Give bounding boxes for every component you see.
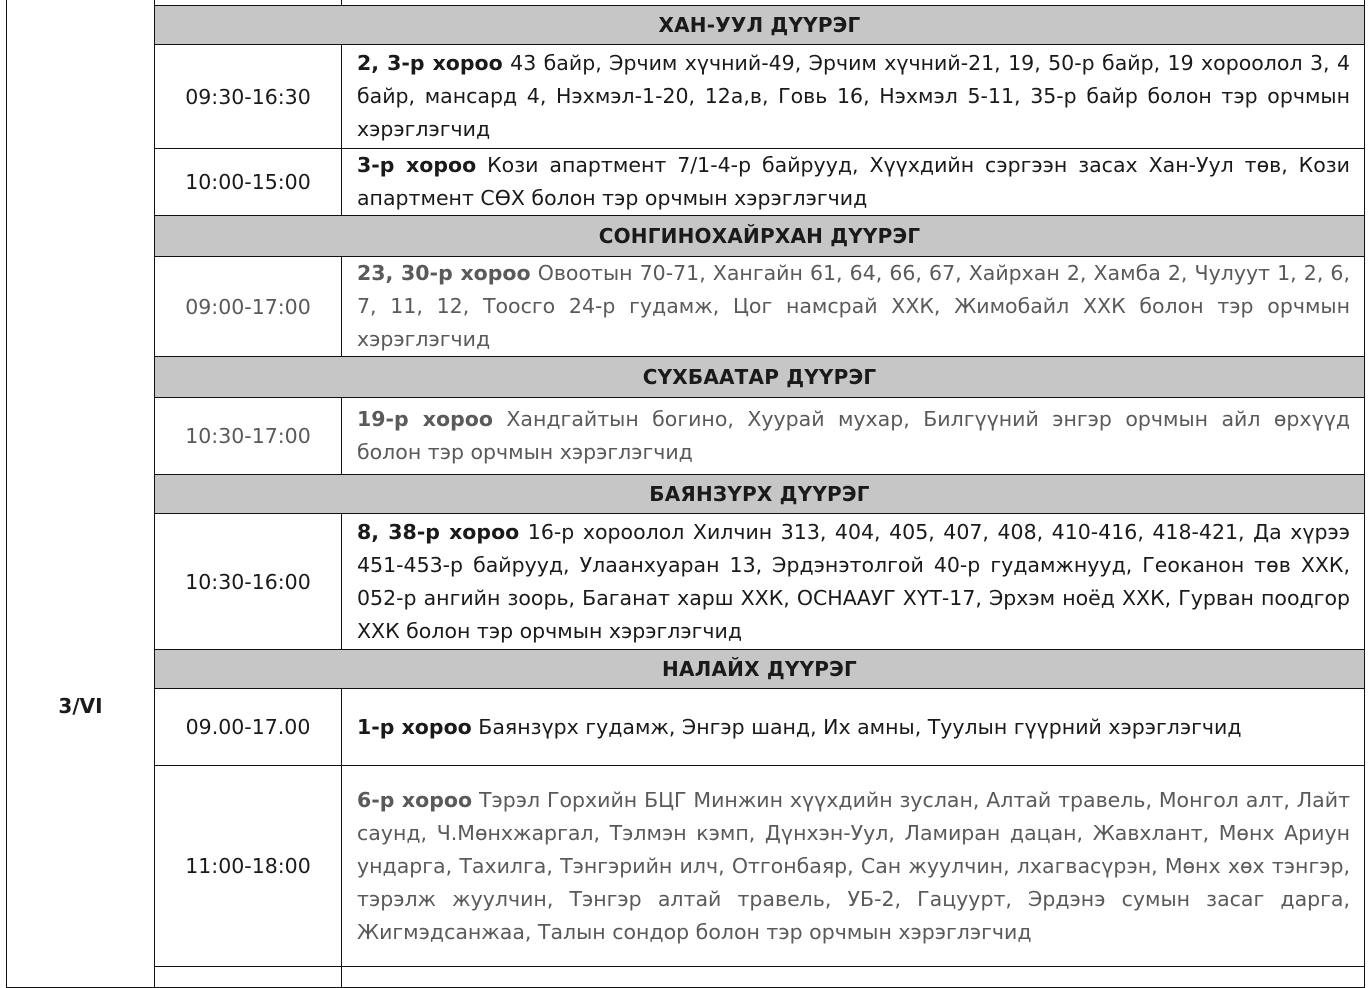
location-text: 16-р хороолол Хилчин 313, 404, 405, 407, 408, 410-416, 418-421, Да хүрээ 451-453-р байрууд, Улаанхуаран 13, Эрдэнэтолгой 40-р гудамжнууд, Геоканон төв ХХК, 052-р ангийн зоорь, Баганат харш ХХК, ОСНААУГ ХҮТ-17, Эрхэм ноёд ХХК, Гурван поодгор ХХК болон тэр орчмын хэрэглэгчид (357, 519, 1350, 643)
date-cell (7, 0, 155, 988)
time-range: 10:30-17:00 (185, 424, 311, 448)
time-range: 10:30-16:00 (185, 569, 311, 594)
district-header-row (7, 475, 1365, 514)
schedule-row (7, 149, 1365, 216)
time-range: 09:00-17:00 (185, 294, 311, 319)
schedule-row (7, 766, 1365, 967)
schedule-row (7, 689, 1365, 766)
district-header (155, 216, 1365, 257)
district-name: БАЯНЗҮРХ ДҮҮРЭГ (649, 482, 870, 506)
description-cell (342, 398, 1365, 475)
district-name: СҮХБААТАР ДҮҮРЭГ (642, 365, 877, 389)
district-header-row (7, 650, 1365, 689)
district-name: СОНГИНОХАЙРХАН ДҮҮРЭГ (598, 224, 921, 248)
khoroo-label: 6-р хороо (357, 787, 473, 812)
description-cell (342, 45, 1365, 149)
location-text: Овоотын 70-71, Хангайн 61, 64, 66, 67, Хайрхан 2, Хамба 2, Чулуут 1, 2, 6, 7, 11, 12, Тоосго 24-р гудамж, Цог намсрай ХХК, Жимобайл ХХК болон тэр орчмын хэрэглэгчид (357, 261, 1350, 351)
time-cell (155, 514, 342, 650)
district-header-row (7, 6, 1365, 45)
district-header-row (7, 216, 1365, 257)
district-header-row (7, 357, 1365, 398)
district-name: ХАН-УУЛ ДҮҮРЭГ (658, 13, 861, 37)
schedule-row (7, 257, 1365, 357)
desc-cell-fragment (342, 967, 1365, 988)
time-cell (155, 257, 342, 357)
date-label: 3/VI (58, 694, 103, 718)
description-cell (342, 689, 1365, 766)
khoroo-label: 19-р хороо (357, 407, 493, 431)
time-cell-fragment (155, 967, 342, 988)
time-range: 10:00-15:00 (185, 170, 311, 194)
description-cell (342, 514, 1365, 650)
time-range: 09:30-16:30 (185, 84, 311, 109)
time-cell (155, 45, 342, 149)
schedule-row (7, 398, 1365, 475)
time-cell (155, 689, 342, 766)
location-text: Кози апартмент 7/1-4-р байрууд, Хүүхдийн сэргээн засах Хан-Уул төв, Кози апартмент СӨХ болон тэр орчмын хэрэглэгчид (357, 153, 1351, 210)
location-text: Баянзүрх гудамж, Энгэр шанд, Их амны, Туулын гүүрний хэрэглэгчид (478, 714, 1242, 739)
location-text: Хандгайтын богино, Хуурай мухар, Билгүүний энгэр орчмын айл өрхүүд болон тэр орчмын хэрэглэгчид (357, 407, 1351, 464)
district-header (155, 357, 1365, 398)
time-cell (155, 149, 342, 216)
description-cell (342, 257, 1365, 357)
district-name: НАЛАЙХ ДҮҮРЭГ (662, 657, 857, 681)
time-range: 09.00-17.00 (185, 715, 311, 739)
location-text: Тэрэл Горхийн БЦГ Минжин хүүхдийн зуслан, Алтай травель, Монгол алт, Лайт саунд, Ч.Мөнхжаргал, Тэлмэн кэмп, Дүнхэн-Уул, Ламиран дацан, Жавхлант, Мөнх Ариун ундарга, Тахилга, Тэнгэрийн илч, Отгонбаяр, Сан жуулчин, лхагвасүрэн, Мөнх хөх тэнгэр, тэрэлж жуулчин, Тэнгэр алтай травель, УБ-2, Гацуурт, Эрдэнэ сумын засаг дарга, Жигмэдсанжаа, Талын сондор болон тэр орчмын хэрэглэгчид (357, 787, 1351, 944)
schedule-row (7, 514, 1365, 650)
district-header (155, 475, 1365, 514)
time-cell (155, 766, 342, 967)
location-text: 43 байр, Эрчим хүчний-49, Эрчим хүчний-21, 19, 50-р байр, 19 хороолол 3, 4 байр, мансард 4, Нэхмэл-1-20, 12а,в, Говь 16, Нэхмэл 5-11, 35-р байр болон тэр орчмын хэрэглэгчид (357, 51, 1350, 141)
khoroo-label: 2, 3-р хороо (357, 51, 503, 75)
khoroo-label: 8, 38-р хороо (357, 519, 520, 544)
description-cell (342, 149, 1365, 216)
khoroo-label: 1-р хороо (357, 714, 472, 739)
outage-schedule-table (6, 0, 1365, 988)
khoroo-label: 23, 30-р хороо (357, 261, 531, 285)
time-cell (155, 398, 342, 475)
next-row-fragment (7, 967, 1365, 988)
district-header (155, 6, 1365, 45)
description-cell (342, 766, 1365, 967)
khoroo-label: 3-р хороо (357, 153, 477, 177)
time-range: 11:00-18:00 (185, 854, 311, 878)
schedule-row (7, 45, 1365, 149)
district-header (155, 650, 1365, 689)
